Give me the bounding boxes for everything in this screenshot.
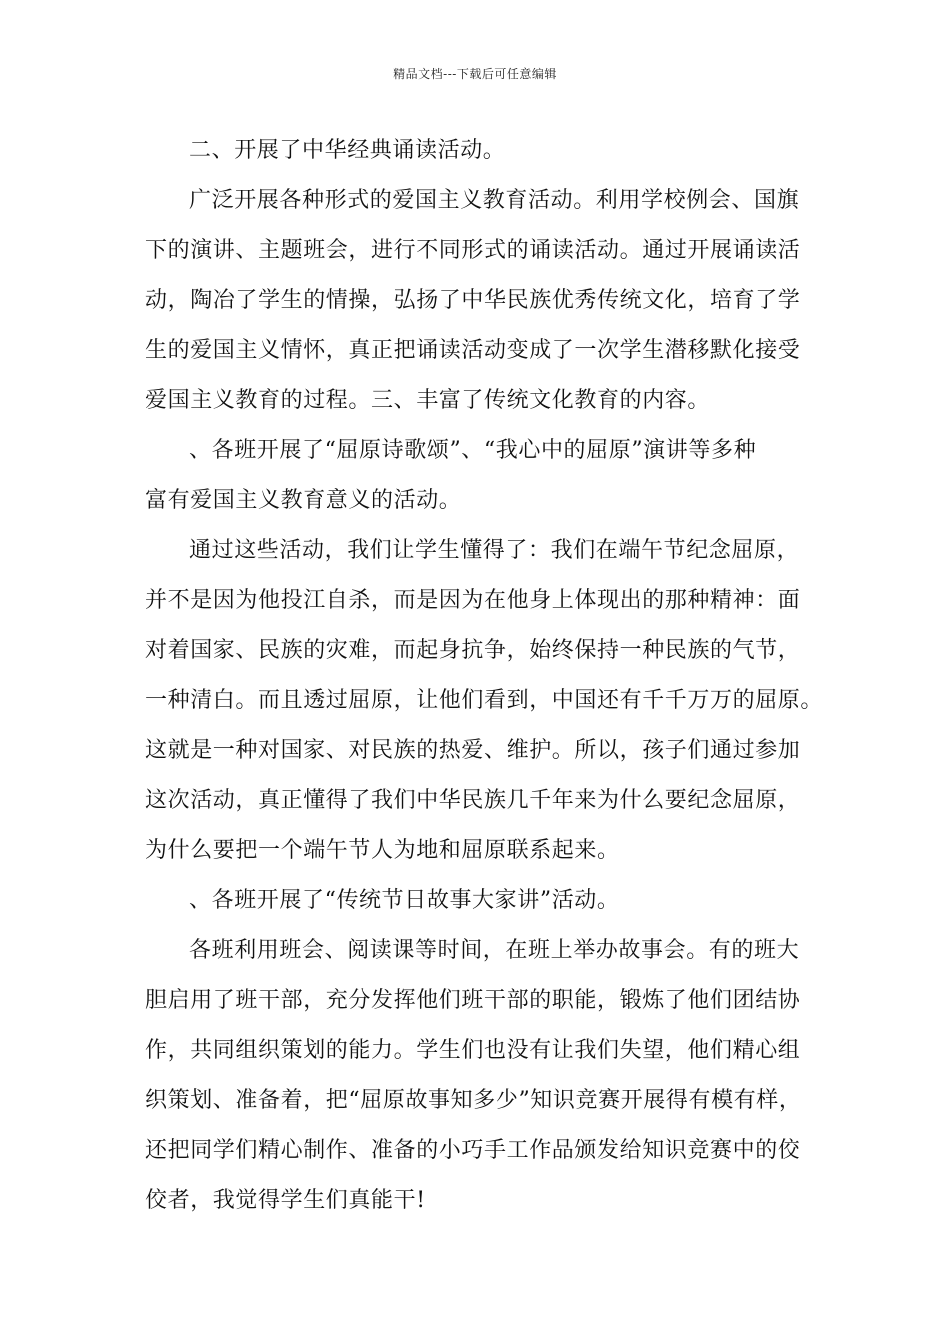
paragraph-line: 佼者，我觉得学生们真能干! bbox=[145, 1188, 426, 1213]
paragraph-line: 为什么要把一个端午节人为地和屈原联系起来。 bbox=[145, 838, 620, 863]
paragraph-line: 胆启用了班干部，充分发挥他们班干部的职能，锻炼了他们团结协 bbox=[145, 988, 801, 1013]
paragraph-line: 并不是因为他投江自杀，而是因为在他身上体现出的那种精神：面 bbox=[145, 588, 801, 613]
paragraph-line: 还把同学们精心制作、准备的小巧手工作品颁发给知识竞赛中的佼 bbox=[145, 1138, 801, 1163]
paragraph-line: 富有爱国主义教育意义的活动。 bbox=[145, 488, 462, 513]
paragraph-line: 这次活动，真正懂得了我们中华民族几千年来为什么要纪念屈原， bbox=[145, 788, 801, 813]
paragraph-line: 各班利用班会、阅读课等时间，在班上举办故事会。有的班大 bbox=[189, 938, 800, 963]
paragraph-line: 、各班开展了“传统节日故事大家讲”活动。 bbox=[189, 888, 620, 913]
paragraph-line: 爱国主义教育的过程。三、丰富了传统文化教育的内容。 bbox=[145, 388, 711, 413]
paragraph-line: 这就是一种对国家、对民族的热爱、维护。所以，孩子们通过参加 bbox=[145, 738, 801, 763]
paragraph-line: 一种清白。而且透过屈原，让他们看到，中国还有千千万万的屈原。 bbox=[145, 688, 824, 713]
paragraph-line: 二、开展了中华经典诵读活动。 bbox=[189, 138, 506, 163]
paragraph-line: 、各班开展了“屈原诗歌颂”、“我心中的屈原”演讲等多种 bbox=[189, 438, 757, 463]
paragraph-line: 作，共同组织策划的能力。学生们也没有让我们失望，他们精心组 bbox=[145, 1038, 801, 1063]
paragraph-line: 广泛开展各种形式的爱国主义教育活动。利用学校例会、国旗 bbox=[189, 188, 800, 213]
paragraph-line: 通过这些活动，我们让学生懂得了：我们在端午节纪念屈原， bbox=[189, 538, 800, 563]
paragraph-line: 动，陶冶了学生的情操，弘扬了中华民族优秀传统文化，培育了学 bbox=[145, 288, 801, 313]
paragraph-line: 织策划、准备着，把“屈原故事知多少”知识竞赛开展得有模有样， bbox=[145, 1088, 802, 1113]
paragraph-line: 下的演讲、主题班会，进行不同形式的诵读活动。通过开展诵读活 bbox=[145, 238, 801, 263]
paragraph-line: 生的爱国主义情怀，真正把诵读活动变成了一次学生潜移默化接受 bbox=[145, 338, 801, 363]
page-header: 精品文档---下载后可任意编辑 bbox=[393, 67, 557, 81]
paragraph-line: 对着国家、民族的灾难，而起身抗争，始终保持一种民族的气节， bbox=[145, 638, 801, 663]
